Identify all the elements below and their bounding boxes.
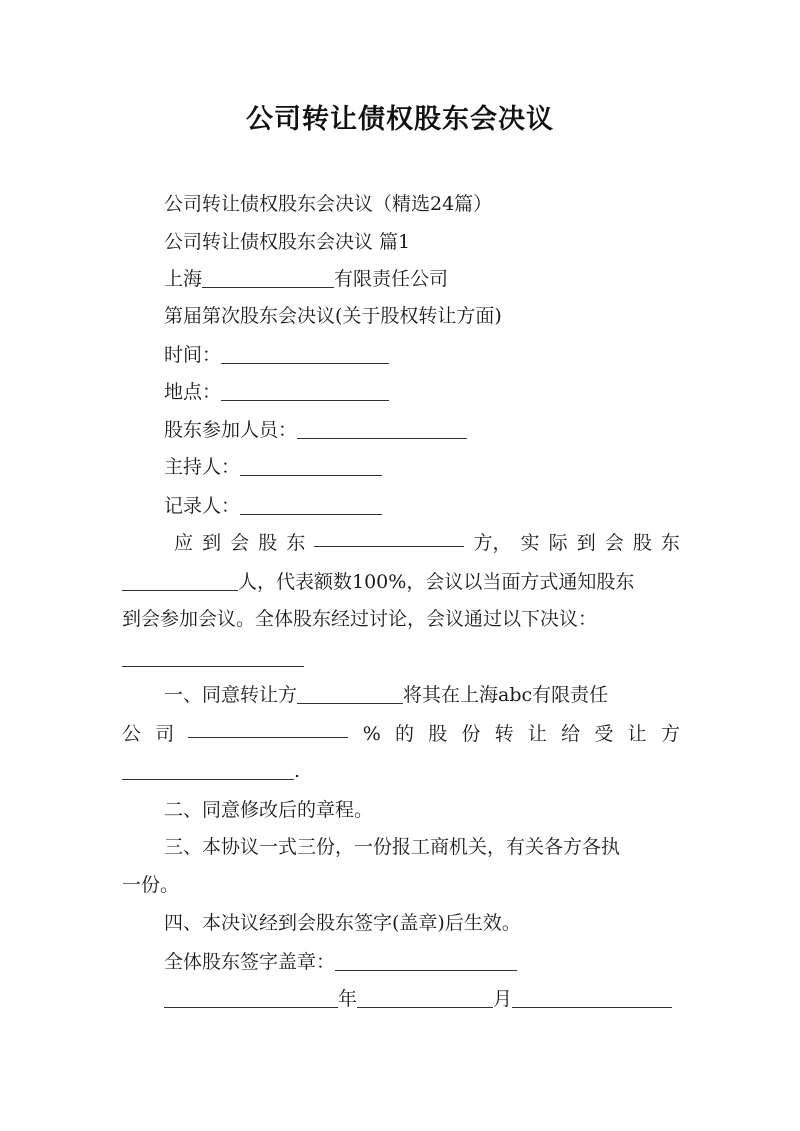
resolution-char: 让 [527, 723, 547, 745]
standalone-blank [122, 644, 304, 667]
resolution-1-line-3 [122, 752, 680, 790]
page-title: 公司转让债权股东会决议 [246, 104, 554, 135]
host-line [164, 448, 680, 486]
resolution-char: 给 [561, 723, 581, 745]
share-percent-blank [188, 715, 348, 738]
attendance-char: 会 [604, 532, 624, 554]
resolution-char: 份 [461, 723, 481, 745]
percent-sign: % [362, 723, 381, 745]
resolution-3-line-2: 一份。 [122, 874, 180, 896]
signature-label: 全体股东签字盖章： [164, 951, 336, 973]
place-line [164, 373, 680, 411]
document-subtitle: 公司转让债权股东会决议（精选24篇） [164, 193, 493, 215]
attendance-char: 到 [576, 532, 596, 554]
transferee-blank [122, 757, 294, 780]
time-blank [221, 341, 389, 364]
year-label: 年 [338, 988, 358, 1010]
resolution-1-line-1 [164, 676, 680, 714]
attendance-char: 会 [230, 532, 250, 554]
place-blank [221, 378, 389, 401]
blank-line [122, 639, 680, 677]
date-line [164, 980, 680, 1018]
attendance-line-1 [174, 524, 680, 562]
resolution-2: 二、同意修改后的章程。 [164, 799, 374, 821]
company-name-blank [202, 265, 334, 288]
actual-count-blank [122, 568, 238, 591]
attendance-char: 东 [286, 532, 306, 554]
attendance-line-3: 到会参加会议。全体股东经过讨论，会议通过以下决议： [122, 608, 598, 630]
company-line [164, 260, 680, 298]
resolution-char: 受 [594, 723, 614, 745]
recorder-line [164, 487, 680, 525]
resolution-char: 转 [494, 723, 514, 745]
resolution-1-line-2 [122, 715, 680, 753]
recorder-label: 记录人： [164, 495, 241, 517]
signature-blank [335, 948, 517, 971]
day-blank [512, 985, 672, 1008]
time-label: 时间： [164, 344, 222, 366]
company-suffix: 有限责任公司 [334, 268, 449, 290]
resolution-char: 司 [155, 723, 175, 745]
resolution-1-period: . [294, 760, 301, 782]
attendance-char: 实 [520, 532, 540, 554]
time-line [164, 336, 680, 374]
resolution-1-head: 一、同意转让方 [164, 684, 298, 706]
transferor-blank [297, 681, 403, 704]
signature-line [164, 943, 680, 981]
resolution-4: 四、本决议经到会股东签字(盖章)后生效。 [164, 912, 521, 934]
attendees-line [164, 411, 680, 449]
attendance-char: 东 [660, 532, 680, 554]
expected-count-blank [314, 524, 464, 547]
attendance-char: 到 [202, 532, 222, 554]
attendance-char: 股 [632, 532, 652, 554]
resolution-char: 公 [122, 723, 142, 745]
resolution-char: 让 [627, 723, 647, 745]
company-prefix: 上海 [164, 268, 203, 290]
attendance-mid: 方， [473, 532, 512, 554]
attendance-line-2 [122, 563, 680, 601]
meeting-heading: 第届第次股东会决议(关于股权转让方面) [164, 305, 502, 327]
attendance-char: 股 [258, 532, 278, 554]
resolution-char: 股 [428, 723, 448, 745]
resolution-1-tail: 将其在上海abc有限责任 [403, 684, 609, 706]
attendees-blank [297, 416, 467, 439]
resolution-char: 的 [394, 723, 414, 745]
month-blank [357, 985, 493, 1008]
year-blank [164, 985, 338, 1008]
attendance-char: 际 [548, 532, 568, 554]
attendance-text-2: 人，代表额数100%，会议以当面方式通知股东 [238, 571, 635, 593]
attendance-char: 应 [174, 532, 194, 554]
resolution-3-line-1: 三、本协议一式三份，一份报工商机关，有关各方各执 [164, 836, 621, 858]
place-label: 地点： [164, 381, 222, 403]
month-label: 月 [493, 988, 513, 1010]
resolution-char: 方 [660, 723, 680, 745]
article-heading: 公司转让债权股东会决议 篇1 [164, 231, 411, 253]
host-blank [240, 453, 382, 476]
recorder-blank [240, 492, 382, 515]
attendees-label: 股东参加人员： [164, 419, 298, 441]
host-label: 主持人： [164, 456, 241, 478]
